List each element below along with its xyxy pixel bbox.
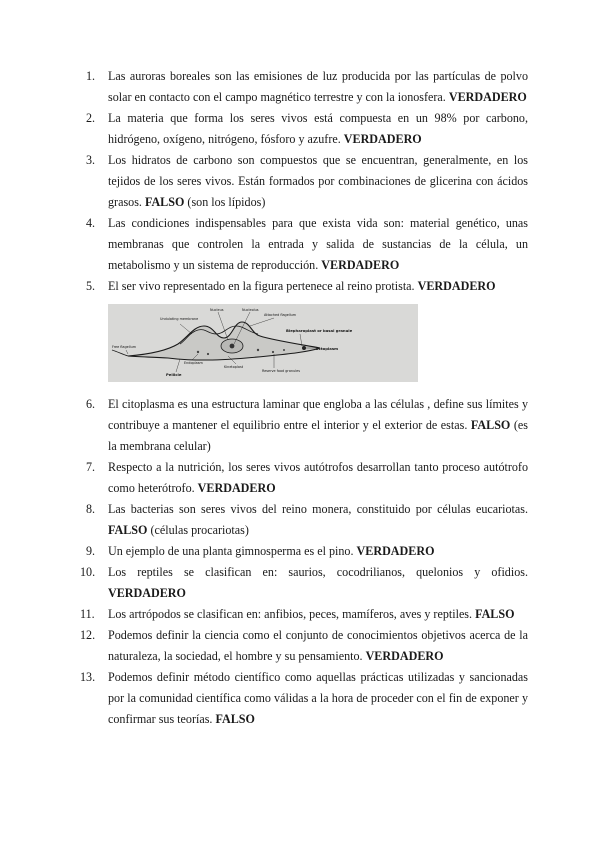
list-item	[0, 625, 600, 667]
list-item	[0, 150, 600, 213]
label-undulating-membrane: Undulating membrane	[160, 317, 199, 321]
item-text: Podemos definir la ciencia como el conjunto de conocimientos objetivos acerca de la naturaleza, la sociedad, el hombre y su pensamiento.	[108, 628, 528, 663]
list-item	[0, 66, 600, 108]
label-pellicle: Pellicle	[166, 372, 182, 377]
item-note: (son los lípidos)	[184, 195, 266, 209]
granule	[283, 349, 285, 351]
question-list	[0, 66, 600, 730]
item-text: Podemos definir método científico como aquellas prácticas utilizadas y sancionadas por la comunidad científica como válidas a la hora de proceder con el fin de exponer y confirmar sus teorías.	[108, 670, 528, 726]
label-kinetoplast: Kinetoplast	[224, 365, 244, 369]
item-answer: VERDADERO	[197, 481, 276, 495]
item-number: 1.	[86, 69, 96, 83]
label-reserve-food: Reserve food granules	[262, 369, 300, 373]
item-number: 6.	[86, 397, 96, 411]
item-note: (es la membrana celular)	[108, 418, 529, 453]
list-item	[0, 499, 600, 541]
item-answer: FALSO	[108, 523, 148, 537]
list-item	[0, 276, 600, 297]
item-text: Los artrópodos se clasifican en: anfibios, peces, mamíferos, aves y reptiles.	[108, 607, 476, 621]
item-text: Las bacterias son seres vivos del reino monera, constituido por células eucariotas.	[108, 502, 528, 516]
item-number: 12.	[80, 628, 96, 642]
trypanosome-diagram	[108, 304, 418, 382]
list-item	[0, 394, 600, 457]
list-item	[0, 213, 600, 276]
granule	[197, 351, 199, 353]
item-answer: FALSO	[215, 712, 255, 726]
item-answer: FALSO	[470, 418, 511, 432]
item-text: Respecto a la nutrición, los seres vivos autótrofos desarrollan tanto proceso autótrofo como heterótrofo.	[108, 460, 528, 495]
list-item	[0, 457, 600, 499]
label-attached-flagellum: Attached flagellum	[264, 313, 297, 317]
item-number: 3.	[86, 153, 96, 167]
list-item	[0, 541, 600, 562]
item-number: 8.	[86, 502, 96, 516]
item-note: (células procariotas)	[147, 523, 249, 537]
item-number: 13.	[80, 670, 96, 684]
item-text: Los hidratos de carbono son compuestos que se encuentran, generalmente, en los tejidos de los seres vivos. Están formados por combinaciones de glicerina con ácidos grasos.	[108, 153, 528, 209]
item-answer: VERDADERO	[365, 649, 444, 663]
item-number: 10.	[80, 565, 96, 579]
item-text: Los reptiles se clasifican en: saurios, cocodrilianos, quelonios y ofidios.	[108, 565, 528, 579]
item-text: Las condiciones indispensables para que exista vida son: material genético, unas membranas que controlen la entrada y salida de sustancias de la célula, un metabolismo y un sistema de reproducción.	[108, 216, 528, 272]
item-number: 11.	[80, 607, 95, 621]
item-number: 2.	[86, 111, 96, 125]
item-text: La materia que forma los seres vivos está compuesta en un 98% por carbono, hidrógeno, oxígeno, nitrógeno, fósforo y azufre.	[108, 111, 528, 146]
item-answer: VERDADERO	[448, 90, 527, 104]
item-answer: VERDADERO	[343, 132, 422, 146]
list-item	[0, 604, 600, 625]
item-number: 7.	[86, 460, 96, 474]
list-item	[0, 108, 600, 150]
nucleolus-shape	[230, 344, 235, 349]
item-answer: FALSO	[475, 607, 515, 621]
label-free-flagellum: Free flagellum	[112, 345, 137, 349]
item-number: 4.	[86, 216, 96, 230]
label-nucleus: Nucleus	[210, 308, 224, 312]
label-nucleolus: Nucleolus	[242, 308, 259, 312]
item-number: 9.	[86, 544, 96, 558]
label-blepharoplast: Blepharoplast or basal granule	[286, 328, 353, 333]
item-answer: VERDADERO	[417, 279, 496, 293]
list-item	[0, 667, 600, 730]
item-text: El ser vivo representado en la figura pertenece al reino protista.	[108, 279, 418, 293]
granule	[272, 351, 274, 353]
label-ectoplasm: Ectoplasm	[316, 346, 339, 351]
item-text: El citoplasma es una estructura laminar que engloba a las células , define sus límites y contribuye a mantener el equilibrio entre el interior y el exterior de estas.	[108, 397, 528, 432]
label-endoplasm: Endoplasm	[184, 361, 203, 365]
item-answer: VERDADERO	[356, 544, 435, 558]
kinetoplast-shape	[302, 346, 306, 350]
item-answer: VERDADERO	[108, 586, 186, 600]
list-item	[0, 562, 600, 604]
item-number: 5.	[86, 279, 96, 293]
granule	[257, 349, 259, 351]
item-text: Un ejemplo de una planta gimnosperma es el pino.	[108, 544, 357, 558]
protist-figure	[108, 304, 418, 382]
item-text: Las auroras boreales son las emisiones de luz producida por las partículas de polvo solar en contacto con el campo magnético terrestre y con la ionosfera.	[108, 69, 528, 104]
item-answer: VERDADERO	[321, 258, 400, 272]
item-answer: FALSO	[144, 195, 185, 209]
granule	[207, 353, 209, 355]
